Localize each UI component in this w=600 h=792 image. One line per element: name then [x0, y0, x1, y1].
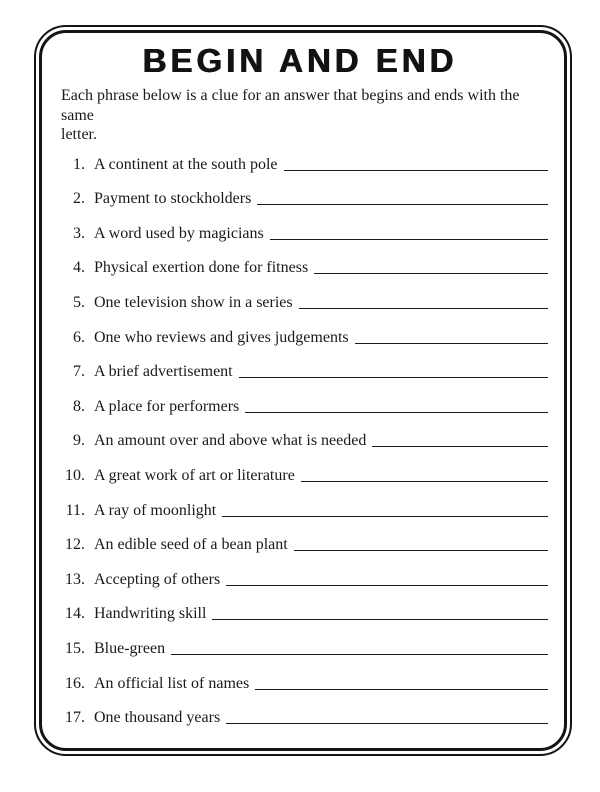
item-number: 3.: [73, 224, 85, 242]
clue-row: [40, 588, 548, 623]
answer-blank[interactable]: [294, 550, 548, 551]
item-number: 11.: [65, 501, 85, 519]
clue-row: [40, 173, 548, 208]
item-clue: Payment to stockholders: [94, 190, 252, 208]
clue-row: [40, 449, 548, 484]
item-number: 9.: [73, 432, 85, 450]
answer-blank[interactable]: [257, 204, 548, 205]
item-number: 17.: [65, 709, 85, 727]
item-number: 14.: [65, 605, 85, 623]
clue-row: [40, 657, 548, 692]
clue-row: [40, 692, 548, 727]
item-clue: An amount over and above what is needed: [94, 432, 367, 450]
clue-row: [40, 207, 548, 242]
item-clue: An edible seed of a bean plant: [94, 536, 288, 554]
instructions-line-1: Each phrase below is a clue for an answer that begins and ends with the same: [61, 87, 520, 124]
item-number: 12.: [65, 536, 85, 554]
clue-list: [40, 138, 548, 726]
answer-blank[interactable]: [355, 343, 548, 344]
item-number: 8.: [73, 397, 85, 415]
answer-blank[interactable]: [212, 619, 548, 620]
clue-row: [40, 622, 548, 657]
answer-blank[interactable]: [171, 654, 548, 655]
item-number: 15.: [65, 639, 85, 657]
instructions-line-2: letter.: [61, 126, 97, 144]
clue-row: [40, 311, 548, 346]
item-number: 4.: [73, 259, 85, 277]
clue-row: [40, 346, 548, 381]
answer-blank[interactable]: [301, 481, 548, 482]
instructions: [61, 86, 556, 145]
clue-row: [40, 519, 548, 554]
item-clue: An official list of names: [94, 674, 250, 692]
clue-row: [40, 242, 548, 277]
clue-row: [40, 276, 548, 311]
answer-blank[interactable]: [284, 170, 548, 171]
item-clue: Handwriting skill: [94, 605, 207, 623]
item-number: 10.: [65, 466, 85, 484]
answer-blank[interactable]: [226, 723, 548, 724]
item-number: 7.: [73, 363, 85, 381]
clue-row: [40, 415, 548, 450]
item-clue: A continent at the south pole: [94, 155, 278, 173]
clue-row: [40, 138, 548, 173]
item-clue: A place for performers: [94, 397, 240, 415]
item-clue: One thousand years: [94, 709, 221, 727]
answer-blank[interactable]: [222, 516, 548, 517]
answer-blank[interactable]: [314, 273, 548, 274]
item-clue: A ray of moonlight: [94, 501, 217, 519]
answer-blank[interactable]: [245, 412, 548, 413]
item-number: 2.: [73, 190, 85, 208]
answer-blank[interactable]: [226, 585, 548, 586]
item-number: 5.: [73, 293, 85, 311]
item-clue: One who reviews and gives judgements: [94, 328, 349, 346]
item-clue: A brief advertisement: [94, 363, 233, 381]
item-clue: Blue-green: [94, 639, 166, 657]
clue-row: [40, 380, 548, 415]
item-number: 13.: [65, 570, 85, 588]
answer-blank[interactable]: [299, 308, 548, 309]
item-number: 1.: [73, 155, 85, 173]
item-clue: A word used by magicians: [94, 224, 264, 242]
item-number: 16.: [65, 674, 85, 692]
answer-blank[interactable]: [255, 689, 548, 690]
answer-blank[interactable]: [372, 446, 548, 447]
answer-blank[interactable]: [270, 239, 548, 240]
item-number: 6.: [73, 328, 85, 346]
item-clue: Physical exertion done for fitness: [94, 259, 309, 277]
clue-row: [40, 484, 548, 519]
worksheet-title: BEGIN AND END: [142, 42, 458, 79]
item-clue: A great work of art or literature: [94, 466, 295, 484]
item-clue: Accepting of others: [94, 570, 221, 588]
clue-row: [40, 553, 548, 588]
item-clue: One television show in a series: [94, 293, 293, 311]
answer-blank[interactable]: [239, 377, 548, 378]
